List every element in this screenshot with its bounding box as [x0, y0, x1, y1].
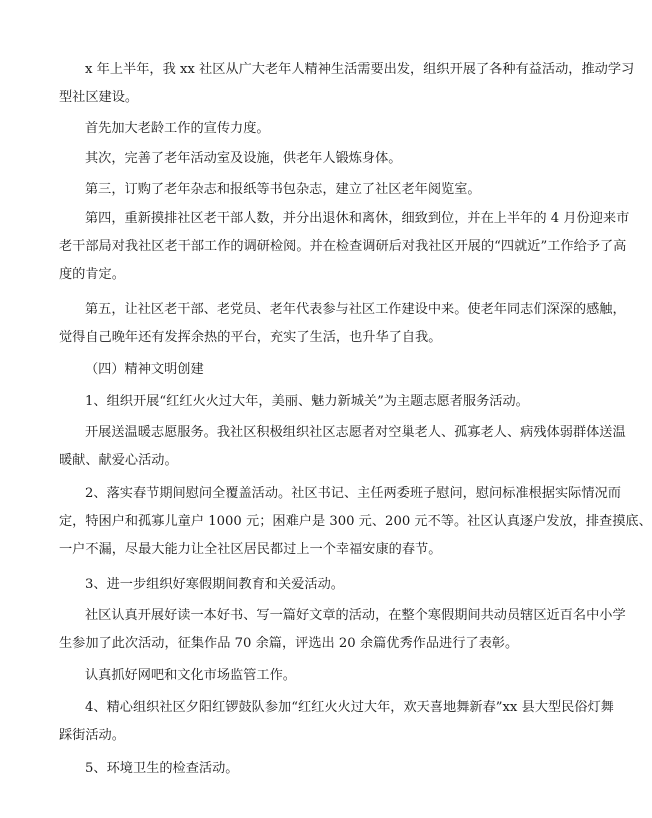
text-line: 觉得自己晚年还有发挥余热的平台，充实了生活，也升华了自我。	[59, 330, 442, 345]
text-line: 开展送温暖志愿服务。我社区积极组织社区志愿者对空巢老人、孤寡老人、病残体弱群体送温	[85, 425, 626, 440]
text-line: 4、精心组织社区夕阳红锣鼓队参加“红红火火过大年，欢天喜地舞新春”xx 县大型民俗灯舞	[85, 700, 614, 715]
text-line: 5、环境卫生的检查活动。	[85, 761, 239, 776]
paragraph-11	[59, 602, 626, 658]
paragraph-13	[59, 694, 614, 750]
paragraph-10	[59, 571, 519, 599]
text-line: 暖献、献爱心活动。	[59, 453, 178, 468]
text-line: 型社区建设。	[59, 90, 139, 105]
text-line: 其次，完善了老年活动室及设施，供老年人锻炼身体。	[85, 151, 402, 166]
paragraph-1	[59, 56, 635, 112]
text-line: 3、进一步组织好寒假期间教育和关爱活动。	[85, 577, 344, 592]
paragraph-14	[59, 755, 519, 783]
paragraph-4	[59, 176, 519, 204]
text-line: x 年上半年，我 xx 社区从广大老年人精神生活需要出发，组织开展了各种有益活动，推动学习	[85, 62, 635, 77]
paragraph-3	[59, 145, 519, 173]
text-line: 1、组织开展“红红火火过大年，美丽、魅力新城关”为主题志愿者服务活动。	[85, 394, 529, 409]
text-line: 认真抓好网吧和文化市场监管工作。	[85, 668, 296, 683]
text-line: 定，特困户和孤寡儿童户 1000 元；困难户是 300 元、200 元不等。社区认真逐户发放，排查摸底、	[59, 514, 652, 529]
text-line: 第四，重新摸排社区老干部人数，并分出退休和离休，细致到位，并在上半年的 4 月份迎来市	[85, 211, 630, 226]
paragraph-8	[59, 419, 626, 475]
paragraph-5	[59, 205, 630, 289]
text-line: 踩街活动。	[59, 728, 125, 743]
text-line: 一户不漏，尽最大能力让全社区居民都过上一个幸福安康的春节。	[59, 542, 442, 557]
section-heading	[59, 356, 519, 384]
paragraph-12	[59, 662, 519, 690]
text-line: 第三，订购了老年杂志和报纸等书包杂志，建立了社区老年阅览室。	[85, 182, 481, 197]
text-line: 度的肯定。	[59, 267, 125, 282]
text-line: （四）精神文明创建	[85, 362, 204, 377]
paragraph-2	[59, 115, 519, 143]
paragraph-7	[59, 388, 529, 416]
text-line: 生参加了此次活动，征集作品 70 余篇，评选出 20 余篇优秀作品进行了表彰。	[59, 636, 519, 651]
text-line: 第五，让社区老干部、老党员、老年代表参与社区工作建设中来。使老年同志们深深的感触，	[85, 302, 626, 317]
paragraph-6	[59, 296, 626, 352]
text-line: 老干部局对我社区老干部工作的调研检阅。并在检查调研后对我社区开展的“四就近”工作给予了高	[59, 239, 627, 254]
text-line: 2、落实春节期间慰问全覆盖活动。社区书记、主任两委班子慰问，慰问标准根据实际情况而	[85, 486, 621, 501]
text-line: 首先加大老龄工作的宣传力度。	[85, 121, 270, 136]
paragraph-9	[59, 480, 652, 564]
text-line: 社区认真开展好读一本好书、写一篇好文章的活动，在整个寒假期间共动员辖区近百名中小学	[85, 608, 626, 623]
